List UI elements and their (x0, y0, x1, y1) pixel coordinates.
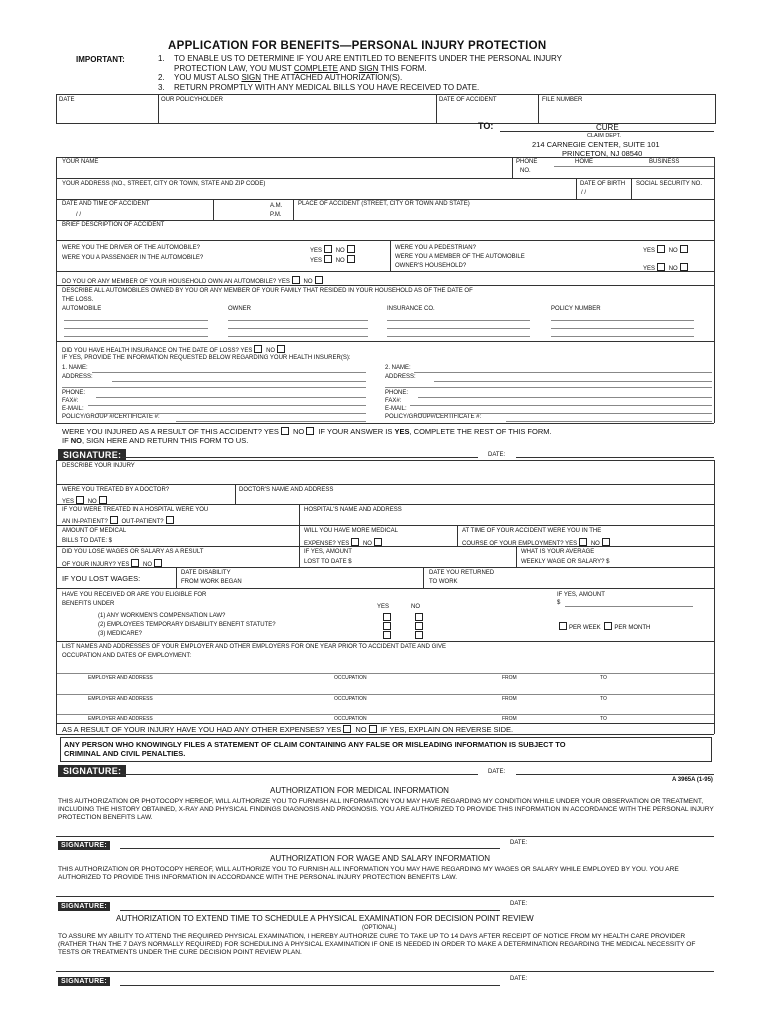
household-member-yes-checkbox[interactable] (657, 263, 665, 271)
passenger-question: WERE YOU A PASSENGER IN THE AUTOMOBILE? (62, 255, 204, 261)
phone-label: PHONE (516, 159, 538, 165)
instruction-2 (174, 73, 402, 82)
benefits-question: HAVE YOU RECEIVED OR ARE YOU ELIGIBLE FOR (62, 592, 207, 598)
insurer2-fax-label[interactable]: FAX#: (385, 398, 402, 404)
passenger-no-label: NO (335, 258, 345, 264)
to-label: TO: (478, 121, 494, 131)
member-household-question: WERE YOU A MEMBER OF THE AUTOMOBILE (395, 254, 525, 260)
important-label: IMPORTANT: (76, 55, 125, 64)
driver-yes-label: YES (310, 248, 323, 254)
insurer1-policy-label[interactable]: POLICY/GROUP #/CERTIFICATE #: (62, 414, 160, 420)
complete-rest-text: , COMPLETE THE REST OF THIS FORM. (409, 427, 552, 436)
instruction-1-text-post: THIS FORM. (380, 64, 427, 73)
insurer2-policy-label[interactable]: POLICY/GROUP#/CERTIFICATE #: (385, 414, 482, 420)
auth-medical-signature-label: SIGNATURE: (58, 841, 110, 850)
am-label[interactable]: A.M. (270, 203, 283, 209)
benefits-amount-label: IF YES, AMOUNT (557, 592, 605, 598)
employer-row2-col1: EMPLOYER AND ADDRESS (88, 696, 153, 702)
employer-row3-col1: EMPLOYER AND ADDRESS (88, 716, 153, 722)
employers-instruction-line2: OCCUPATION AND DATES OF EMPLOYMENT: (62, 653, 192, 659)
date-time-accident-label[interactable]: DATE AND TIME OF ACCIDENT (62, 201, 150, 207)
insurer2-name-label[interactable]: 2. NAME: (385, 365, 411, 371)
hospital-name-label[interactable]: HOSPITAL'S NAME AND ADDRESS (304, 507, 402, 513)
more-medical-question: WILL YOU HAVE MORE MEDICAL (304, 528, 398, 534)
workmens-comp-checkboxes[interactable] (381, 613, 425, 622)
household-own-text: DO YOU OR ANY MEMBER OF YOUR HOUSEHOLD OWN AN AUTOMOBILE? (62, 279, 277, 285)
lose-wages-yes-label: YES (117, 562, 130, 568)
disability-statute-no-checkbox[interactable] (415, 622, 423, 630)
household-own-yes-label: YES (277, 279, 290, 285)
policyholder-field-label[interactable]: OUR POLICYHOLDER (161, 97, 224, 103)
household-own-question (62, 276, 325, 285)
fraud-warning-line2: CRIMINAL AND CIVIL PENALTIES. (64, 749, 186, 758)
injured-yes-checkbox[interactable] (281, 427, 289, 435)
disability-statute-label: (2) EMPLOYEES TEMPORARY DISABILITY BENEFIT STATUTE? (98, 622, 276, 628)
doctor-question: WERE YOU TREATED BY A DOCTOR? (62, 487, 170, 493)
employer-row2-col3: FROM (502, 696, 517, 702)
if-lost-wages-label: IF YOU LOST WAGES: (62, 574, 141, 583)
instruction-2-pre: YOU MUST ALSO (174, 73, 240, 82)
household-own-yes-checkbox[interactable] (292, 276, 300, 284)
insurer2-email-label[interactable]: E-MAIL: (385, 406, 407, 412)
of-your-injury-label: OF YOUR INJURY? (62, 562, 116, 568)
if-no-bold: NO (70, 436, 83, 445)
instruction-1-number: 1. (158, 54, 165, 63)
pedestrian-yes-label: YES (643, 248, 656, 254)
accident-date-slashes: / / (76, 212, 82, 218)
injured-no-label: NO (292, 427, 305, 436)
signature-bar-1: SIGNATURE: (58, 449, 126, 461)
insurer1-email-label[interactable]: E-MAIL: (62, 406, 84, 412)
more-medical-no-checkbox[interactable] (374, 538, 382, 546)
insurer1-fax-label[interactable]: FAX#: (62, 398, 79, 404)
per-week-label: PER WEEK (569, 625, 601, 631)
out-patient-label: OUT-PATIENT? (121, 519, 164, 525)
injured-text: WERE YOU INJURED AS A RESULT OF THIS ACCIDENT? (62, 427, 262, 436)
health-no-label: NO (266, 348, 276, 354)
employer-row1-col1: EMPLOYER AND ADDRESS (88, 675, 153, 681)
owner-column-header: OWNER (228, 306, 251, 312)
business-phone-label[interactable]: BUSINESS (649, 159, 680, 165)
insurance-column-header: INSURANCE CO. (387, 306, 435, 312)
employer-row2-col2: OCCUPATION (334, 696, 367, 702)
instruction-2-post: THE ATTACHED AUTHORIZATION(S). (263, 73, 403, 82)
signature-1-date-label: DATE: (488, 452, 506, 458)
auth-medical-title: AUTHORIZATION FOR MEDICAL INFORMATION (270, 786, 449, 795)
instruction-3-number: 3. (158, 83, 165, 92)
workmens-comp-label: (1) ANY WORKMEN'S COMPENSATION LAW? (98, 613, 226, 619)
employment-yes-label: YES (565, 541, 578, 547)
if-no-post: , SIGN HERE AND RETURN THIS FORM TO US. (82, 436, 249, 445)
instruction-1-text-pre: PROTECTION LAW, YOU MUST (174, 64, 292, 73)
insurer-dept: CLAIM DEPT. (587, 133, 621, 139)
driver-no-checkbox[interactable] (347, 245, 355, 253)
policy-number-column-header: POLICY NUMBER (551, 306, 601, 312)
returned-to-work-label: TO WORK (429, 579, 458, 585)
health-insurance-text: DID YOU HAVE HEALTH INSURANCE ON THE DATE OF LOSS? (62, 348, 239, 354)
auth-exam-title: AUTHORIZATION TO EXTEND TIME TO SCHEDULE A PHYSICAL EXAMINATION FOR DECISION POINT REVIEW (116, 914, 534, 923)
per-month-label: PER MONTH (614, 625, 651, 631)
if-no-pre: IF (62, 436, 69, 445)
instruction-2-sign: SIGN (241, 73, 261, 82)
employment-no-label: NO (590, 541, 600, 547)
if-no-instruction (62, 436, 248, 445)
brief-description-label[interactable]: BRIEF DESCRIPTION OF ACCIDENT (62, 222, 165, 228)
passenger-no-checkbox[interactable] (347, 255, 355, 263)
pm-label[interactable]: P.M. (270, 212, 282, 218)
other-expenses-no-label: NO (355, 725, 367, 734)
medicare-label: (3) MEDICARE? (98, 631, 143, 637)
doctor-yes-label: YES (62, 499, 75, 505)
injured-yes-bold: YES (394, 427, 410, 436)
workmens-comp-no-checkbox[interactable] (415, 613, 423, 621)
benefits-no-header: NO (411, 604, 420, 610)
benefits-dollar-sign: $ (557, 600, 561, 606)
employers-instruction-line1: LIST NAMES AND ADDRESSES OF YOUR EMPLOYER AND OTHER EMPLOYERS FOR ONE YEAR PRIOR TO ACCIDENT DATE AND GIVE (62, 644, 446, 650)
instruction-1-sign: SIGN (358, 64, 379, 73)
employer-row1-col3: FROM (502, 675, 517, 681)
injured-if-answer: IF YOUR ANSWER IS (318, 427, 393, 436)
hospital-question: IF YOU WERE TREATED IN A HOSPITAL WERE YOU (62, 507, 209, 513)
in-patient-checkbox[interactable] (110, 516, 118, 524)
out-patient-checkbox[interactable] (166, 516, 174, 524)
passenger-yes-checkbox[interactable] (324, 255, 332, 263)
employment-question: AT TIME OF YOUR ACCIDENT WERE YOU IN THE (462, 528, 602, 534)
dob-slashes: / / (581, 190, 587, 196)
benefits-frequency[interactable] (557, 622, 650, 631)
driver-yes-checkbox[interactable] (324, 245, 332, 253)
benefits-yes-header: YES (377, 604, 390, 610)
employer-row3-col4: TO (600, 716, 607, 722)
health-insurance-question (62, 345, 287, 354)
auth-medical-date-label: DATE: (510, 840, 528, 846)
employment-yes-checkbox[interactable] (579, 538, 587, 546)
disability-statute-yes-checkbox[interactable] (383, 622, 391, 630)
more-medical-no-label: NO (362, 541, 372, 547)
explain-reverse-text: IF YES, EXPLAIN ON REVERSE SIDE. (380, 725, 514, 734)
claim-header-table (56, 94, 716, 124)
doctor-yes-checkbox[interactable] (76, 496, 84, 504)
describe-injury-label[interactable]: DESCRIBE YOUR INJURY (62, 463, 135, 469)
insurer1-address-label[interactable]: ADDRESS: (62, 374, 93, 380)
returned-date-label[interactable]: DATE YOU RETURNED (429, 570, 495, 576)
auth-medical-text: THIS AUTHORIZATION OR PHOTOCOPY HEREOF, WILL AUTHORIZE YOU TO FURNISH ALL INFORMATION YOU MAY HAVE REGARDING MY CONDITION WHILE UNDER YOUR OBSERVATION OR TREATMENT, INCLUDING THE HISTORY OBTAINED, X-RAY AND PHYSICAL FINDINGS DIAGNOSIS AND PROGNOSIS. YOU ARE AUTHORIZED TO PROVIDE THIS INFORMATION IN ACCORDANCE WITH THE PERSONAL INJURY PROTECTION BENEFITS LAW. (58, 798, 714, 821)
passenger-yes-label: YES (310, 258, 323, 264)
auth-exam-optional: (OPTIONAL) (362, 925, 397, 931)
household-member-no-label: NO (668, 266, 678, 272)
weekly-wage-label[interactable]: WEEKLY WAGE OR SALARY? $ (521, 559, 610, 565)
insurer1-name-label[interactable]: 1. NAME: (62, 365, 88, 371)
disability-from-work-label: FROM WORK BEGAN (181, 579, 242, 585)
more-medical-yes-label: YES (337, 541, 350, 547)
household-own-no-label: NO (303, 279, 313, 285)
average-wage-label: WHAT IS YOUR AVERAGE (521, 549, 595, 555)
health-yes-label: YES (240, 348, 253, 354)
health-yes-checkbox[interactable] (254, 345, 262, 353)
medicare-no-checkbox[interactable] (415, 631, 423, 639)
auth-exam-date-label: DATE: (510, 976, 528, 982)
fraud-warning-line1: ANY PERSON WHO KNOWINGLY FILES A STATEMENT OF CLAIM CONTAINING ANY FALSE OR MISLEADING INFORMATION IS SUBJECT TO (64, 740, 566, 749)
per-month-checkbox[interactable] (604, 622, 612, 630)
form-number: A 3965A (1-95) (672, 777, 713, 783)
employer-row2-col4: TO (600, 696, 607, 702)
place-of-accident-label[interactable]: PLACE OF ACCIDENT (STREET, CITY OR TOWN AND STATE) (298, 201, 470, 207)
auth-wage-title: AUTHORIZATION FOR WAGE AND SALARY INFORMATION (270, 854, 491, 863)
describe-autos-line2: THE LOSS. (62, 297, 94, 303)
auth-wage-text: THIS AUTHORIZATION OR PHOTOCOPY HEREOF, WILL AUTHORIZE YOU TO FURNISH ALL INFORMATION YOU MAY HAVE REGARDING MY WAGES OR SALARY WHILE EMPLOYED BY YOU. YOU ARE AUTHORIZED TO PROVIDE THIS INFORMATION IN ACCORDANCE WITH THE PERSONAL INJURY PROTECTION BENEFITS LAW. (58, 866, 679, 881)
insurer2-phone-label[interactable]: PHONE: (385, 390, 409, 396)
disability-date-label[interactable]: DATE DISABILITY (181, 570, 231, 576)
benefits-under-label: BENEFITS UNDER (62, 601, 115, 607)
signature-2-date-label: DATE: (488, 769, 506, 775)
date-field-label[interactable]: DATE (59, 97, 75, 103)
pedestrian-question: WERE YOU A PEDESTRIAN? (395, 245, 476, 251)
injured-question (62, 427, 552, 436)
injured-yes-label: YES (263, 427, 279, 436)
auto-column-header: AUTOMOBILE (62, 306, 102, 312)
household-member-no-checkbox[interactable] (680, 263, 688, 271)
instruction-1-complete: COMPLETE (293, 64, 338, 73)
auth-exam-signature-label: SIGNATURE: (58, 977, 110, 986)
lose-wages-question: DID YOU LOSE WAGES OR SALARY AS A RESULT (62, 549, 204, 555)
employer-row1-col2: OCCUPATION (334, 675, 367, 681)
other-expenses-text: AS A RESULT OF YOUR INJURY HAVE YOU HAD ANY OTHER EXPENSES? (62, 725, 325, 734)
date-of-accident-field-label[interactable]: DATE OF ACCIDENT (439, 97, 497, 103)
amount-lost-label: IF YES, AMOUNT (304, 549, 352, 555)
doctor-no-checkbox[interactable] (99, 496, 107, 504)
your-name-label[interactable]: YOUR NAME (62, 159, 99, 165)
form-title: APPLICATION FOR BENEFITS—PERSONAL INJURY PROTECTION (168, 40, 547, 52)
other-expenses-no-checkbox[interactable] (369, 725, 377, 733)
medicare-yes-checkbox[interactable] (383, 631, 391, 639)
driver-question: WERE YOU THE DRIVER OF THE AUTOMOBILE? (62, 245, 200, 251)
pedestrian-yes-no[interactable] (643, 245, 690, 254)
phone-no-label: NO. (520, 168, 531, 174)
other-expenses-question (62, 725, 513, 734)
signature-bar-2: SIGNATURE: (58, 765, 126, 777)
other-expenses-yes-label: YES (326, 725, 342, 734)
lost-to-date-label[interactable]: LOST TO DATE $ (304, 559, 352, 565)
describe-autos-line1: DESCRIBE ALL AUTOMOBILES OWNED BY YOU OR ANY MEMBER OF YOUR FAMILY THAT RESIDED IN YOUR HOUSEHOLD AS OF THE DATE OF (62, 288, 473, 294)
doctor-name-label[interactable]: DOCTOR'S NAME AND ADDRESS (239, 487, 334, 493)
employer-row3-col3: FROM (502, 716, 517, 722)
employer-row1-col4: TO (600, 675, 607, 681)
lose-wages-no-checkbox[interactable] (154, 559, 162, 567)
injured-no-checkbox[interactable] (306, 427, 314, 435)
driver-no-label: NO (335, 248, 345, 254)
insurer-name: CURE (596, 123, 619, 132)
employment-no-checkbox[interactable] (602, 538, 610, 546)
insurer1-phone-label[interactable]: PHONE: (62, 390, 86, 396)
workmens-comp-yes-checkbox[interactable] (383, 613, 391, 621)
in-patient-label: AN IN-PATIENT? (62, 519, 108, 525)
pedestrian-no-label: NO (668, 248, 678, 254)
auth-exam-text: TO ASSURE MY ABILITY TO ATTEND THE REQUIRED PHYSICAL EXAMINATION, I HEREBY AUTHORIZE CURE TO TAKE UP TO 14 DAYS AFTER RECEIPT OF NOTICE FROM MY HEALTH CARE PROVIDER (RATHER THAN THE 7 DAYS NORMALLY REQUIRED) FOR SCHEDULING A PHYSICAL EXAMINATION IF ONE IS NEEDED IN ORDER TO MAKE A DETERMINATION REGARDING THE MEDICAL NECESSITY OF TESTS OR TREATMENTS UNDER THE CURE DECISION POINT REVIEW PLAN. (58, 933, 696, 956)
household-member-yes-label: YES (643, 266, 656, 272)
more-medical-expense-label: EXPENSE? (304, 541, 336, 547)
course-of-employment-label: COURSE OF YOUR EMPLOYMENT? (462, 541, 564, 547)
amount-medical-label: AMOUNT OF MEDICAL (62, 528, 127, 534)
instruction-1-line-b (174, 64, 427, 73)
your-address-label[interactable]: YOUR ADDRESS (NO., STREET, CITY OR TOWN, STATE AND ZIP CODE) (62, 181, 266, 187)
household-own-no-checkbox[interactable] (315, 276, 323, 284)
file-number-field-label[interactable]: FILE NUMBER (542, 97, 583, 103)
passenger-yes-no[interactable] (310, 255, 357, 264)
pedestrian-no-checkbox[interactable] (680, 245, 688, 253)
instruction-1-line-a: TO ENABLE US TO DETERMINE IF YOU ARE ENTITLED TO BENEFITS UNDER THE PERSONAL INJURY (174, 54, 562, 63)
medicare-checkboxes[interactable] (381, 631, 425, 640)
lose-wages-no-label: NO (143, 562, 153, 568)
insurer-city: PRINCETON, NJ 08540 (562, 149, 643, 158)
auth-wage-date-label: DATE: (510, 901, 528, 907)
driver-yes-no[interactable] (310, 245, 357, 254)
employer-row3-col2: OCCUPATION (334, 716, 367, 722)
ssn-label[interactable]: SOCIAL SECURITY NO. (636, 181, 703, 187)
owners-household-label: OWNER'S HOUSEHOLD? (395, 263, 467, 269)
disability-statute-checkboxes[interactable] (381, 622, 425, 631)
health-no-checkbox[interactable] (277, 345, 285, 353)
health-if-yes: IF YES, PROVIDE THE INFORMATION REQUESTED BELOW REGARDING YOUR HEALTH INSURER(S): (62, 355, 351, 361)
other-expenses-yes-checkbox[interactable] (343, 725, 351, 733)
insurer-street: 214 CARNEGIE CENTER, SUITE 101 (532, 140, 660, 149)
instruction-1-and: AND (339, 64, 357, 73)
hospital-patient-type[interactable] (62, 516, 176, 525)
more-medical-yes-checkbox[interactable] (351, 538, 359, 546)
date-of-birth-label[interactable]: DATE OF BIRTH (580, 181, 626, 187)
doctor-no-label: NO (87, 499, 97, 505)
auth-wage-signature-label: SIGNATURE: (58, 902, 110, 911)
bills-to-date-label[interactable]: BILLS TO DATE: $ (62, 538, 113, 544)
instruction-2-number: 2. (158, 73, 165, 82)
lose-wages-yes-checkbox[interactable] (131, 559, 139, 567)
pedestrian-yes-checkbox[interactable] (657, 245, 665, 253)
instruction-3: RETURN PROMPTLY WITH ANY MEDICAL BILLS YOU HAVE RECEIVED TO DATE. (174, 83, 480, 92)
insurer2-address-label[interactable]: ADDRESS: (385, 374, 416, 380)
home-phone-label[interactable]: HOME (575, 159, 593, 165)
per-week-checkbox[interactable] (559, 622, 567, 630)
